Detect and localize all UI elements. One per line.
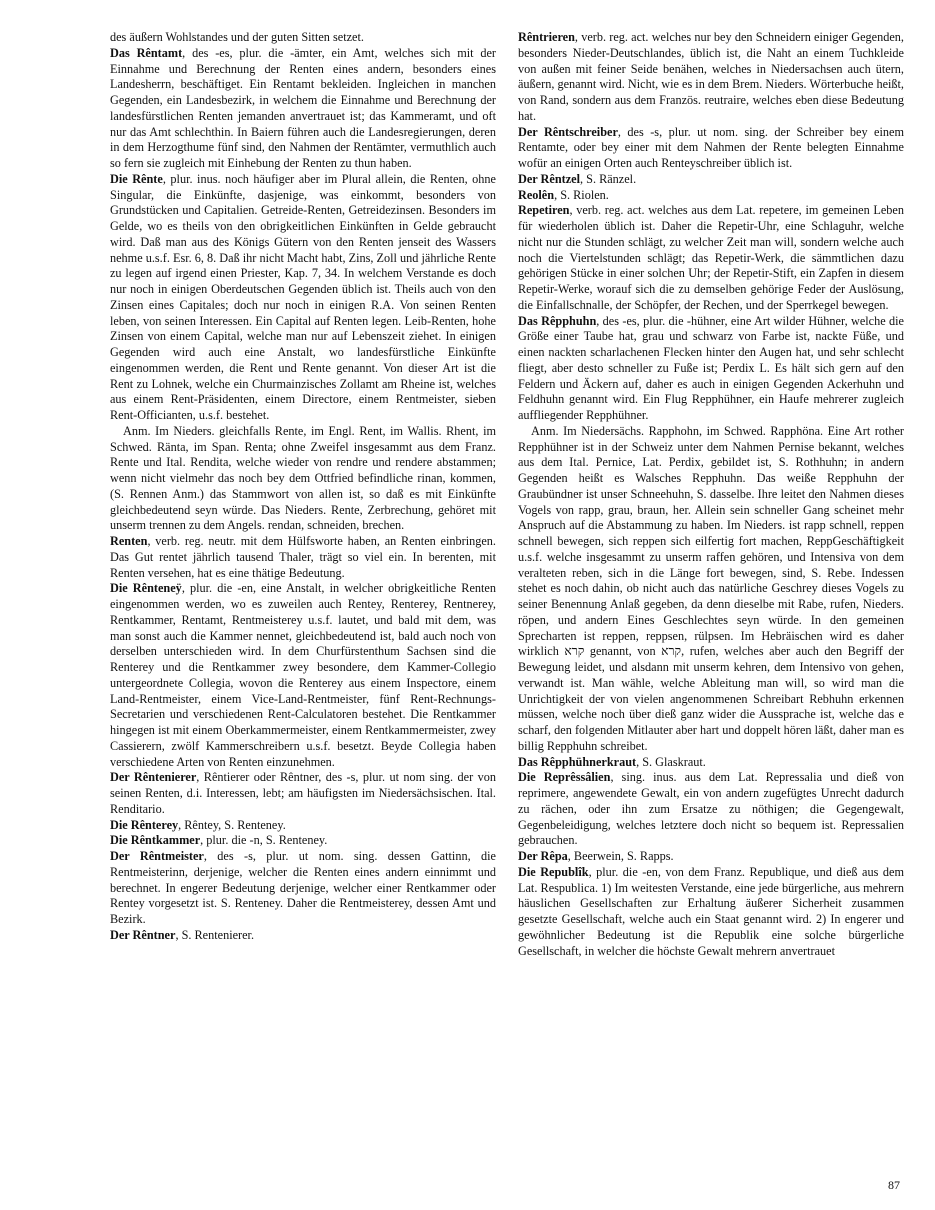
entry-text: Anm. Im Nieders. gleichfalls Rente, im Engl. Rent, im Wallis. Rhent, im Schwed. Ränta, im Span. Renta; ohne Zweifel insgesammt aus dem Franz. Rente und Ital. Rendita, welche wieder von rendre und rendere abstammen; wenn nicht vielmehr das noch bey dem Ottfried befindliche rinan, kommen, (S. Rennen Anm.) das Stammwort von allen ist, so daß es mit Einkünfte gleichbedeutend seyn würde. Das Nieders. Rente, Zerbrechung, gehöret mit unserm trennen zu dem Angels. rendan, schneiden, brechen.: [110, 423, 496, 533]
entry-text: , S. Glaskraut.: [636, 754, 706, 769]
headword: Der Rêntmeister: [110, 849, 204, 863]
dictionary-entry: [110, 172, 496, 424]
dictionary-entry: [110, 849, 496, 928]
dictionary-entry: [110, 534, 496, 581]
dictionary-entry: [110, 833, 496, 849]
dictionary-entry: [518, 203, 904, 313]
dictionary-entry: [110, 818, 496, 834]
entry-text: , des -es, plur. die -ämter, ein Amt, welches sich mit der Einnahme und Berechnung der Renten eines andern, besonders eines Landesherrn, beschäftiget. Ein Rentamt bekleiden. Ingleichen in manchen Gegenden, ein Landesbezirk, in welchem die Einnahme und Berechnung der landesfürstlichen Renten jemanden anvertrauet ist; das Kammeramt, und oft nur das Amt schlechthin. In Baiern führen auch die Landesregierungen, deren in dem Herzogthume fünf sind, den Nahmen der Rentämter, vermuthlich auch so fern sie zugleich mit Einhebung der Renten zu thun haben.: [110, 45, 497, 170]
headword: Reolên: [518, 187, 555, 202]
headword: Renten: [110, 534, 148, 548]
entry-text: , Rêntey, S. Renteney.: [178, 817, 286, 832]
entry-text: , sing. inus. aus dem Lat. Repressalia und dieß von reprimere, angewendete Gewalt, ein von andern zugefügtes Unrecht dadurch zu rächen, oder ihn zum Ersatze zu nöthigen; die Gegengewalt, Gegenbeleidigung, welches letztere doch nicht so bequem ist. Repressalien gebrauchen.: [518, 770, 905, 848]
page-number: 87: [888, 1178, 900, 1192]
headword: Die Reprêssâlien: [518, 770, 611, 785]
dictionary-entry: [518, 314, 904, 424]
entry-text: , plur. die -en, eine Anstalt, in welcher obrigkeitliche Renten eingenommen werden, wo es zuweilen auch Rentey, Renterey, Rentnerey, Rentkammer, Rentamt, Rentmeisterey u.s.f. lautet, und bald mit dem, was man sonst auch die Kammer nennet, gleichbedeutend ist, bald auch noch von derselben unterschieden wird. In dem Churfürstenthum Sachsen sind die Renterey und die Rentkammer zwey besondere, dem Kammer-Collegio untergeordnete Collegia, wovon die Renterey aus einem Inspectore, einem Land-Rentmeister, einem Vice-Land-Rentmeister, fünf Rent-Rechnungs-Secretarien und verschiedenen Rent-Calculatoren bestehet. Die Rentkammer hingegen ist mit einem Oberkammermeister, einem Rentkammermeister, zwey Cassierern, zwölf Kammerschreibern u.s.f. besetzt. Beyde Collegia haben verschiedene Arten von Renten einzunehmen.: [110, 581, 496, 769]
entry-text: , Rêntierer oder Rêntner, des -s, plur. ut nom sing. der von seinen Renten, d.i. Interessen, lebt; am häufigsten im Niedersächsischen. Ital. Renditario.: [110, 770, 496, 816]
entry-text: , des -es, plur. die -hühner, eine Art wilder Hühner, welche die Größe einer Taube hat, grau und schwarz von Farbe ist, nackte Füße, und einen nackten scharlachenen Flecken hinter den Augen hat, und sehr schlecht fliegt, aber desto schneller zu Fuße ist; Perdix L. Es hält sich gern auf den Feldern und Äckern auf, daher es auch in einigen Gegenden Ackerhuhn und Feldhuhn genannt wird. Ein Flug Repphühner, ein Haufe mehrerer zugleich auffliegender Repphühner.: [518, 313, 904, 422]
headword: Die Rênteneÿ: [110, 581, 182, 596]
right-column: [518, 30, 904, 959]
dictionary-entry: [518, 865, 904, 960]
headword: Der Rêntenierer: [110, 770, 197, 785]
entry-text: , des -s, plur. ut nom. sing. dessen Gattinn, die Rentmeisterinn, derjenige, welcher die Renten eines andern einnimmt und berechnet. In engerer Bedeutung derjenige, welcher einer Rentkammer oder Rentey vorgesetzt ist. S. Renteney. Daher die Rentmeisterey, dessen Amt und Bezirk.: [110, 849, 496, 926]
dictionary-entry: [518, 30, 904, 125]
entry-text: , Beerwein, S. Rapps.: [567, 849, 674, 863]
dictionary-entry: [518, 172, 904, 188]
headword: Das Rêpphühnerkraut: [518, 754, 637, 769]
dictionary-entry: [110, 928, 496, 944]
headword: Das Rêpphuhn: [518, 313, 597, 328]
dictionary-entry: [518, 770, 904, 849]
entry-text: , verb. reg. neutr. mit dem Hülfsworte haben, an Renten einbringen. Das Gut rentet jährlich tausend Thaler, trägt so viel ein. In berenten, mit Renten versehen, hat es eine thätige Bedeutung.: [110, 534, 496, 580]
headword: Der Rêpa: [518, 849, 568, 863]
headword: Rêntrieren: [518, 30, 575, 44]
entry-text: , verb. reg. act. welches nur bey den Schneidern einiger Gegenden, besonders Nieder-Deutschlandes, üblich ist, die Naht an einem Tuchkleide von außen mit feiner Seide benähen, welches in Niedersachsen auch ütern, äußern, genannt wird. Nicht, wie es in dem Brem. Nieders. Wörterbuche heißt, von Rand, sondern aus dem Französ. reutraire, welches eben diese Bedeutung hat.: [518, 30, 904, 123]
headword: Die Rêntkammer: [110, 833, 201, 848]
dictionary-entry: [518, 755, 904, 771]
headword: Die Rênte: [110, 171, 163, 186]
entry-text: , S. Riolen.: [554, 187, 609, 202]
dictionary-entry: [110, 46, 496, 172]
headword: Der Rêntner: [110, 927, 176, 942]
dictionary-entry: [518, 188, 904, 204]
dictionary-entry: [518, 849, 904, 865]
annotation-paragraph: [518, 424, 904, 755]
dictionary-entry: [110, 581, 496, 770]
entry-text: , S. Ränzel.: [580, 171, 637, 186]
headword: Der Rêntschreiber: [518, 124, 618, 139]
dictionary-entry: [518, 125, 904, 172]
headword: Die Rênterey: [110, 817, 179, 832]
annotation-paragraph: [110, 424, 496, 534]
entry-text: Anm. Im Niedersächs. Rapphohn, im Schwed. Rapphöna. Eine Art rother Repphühner ist in der Schweiz unter dem Nahmen Pernise bekannt, welches aus dem Ital. Pernice, Lat. Perdix, gebildet ist, S. Rothhuhn; in andern Gegenden heißt es Walsches Repphuhn. Das weiße Repphuhn der Graubündner ist unser Schneehuhn, S. dasselbe. Ihre leitet den Nahmen dieses Vogels von rapp, grau, braun, her. Allein sein schneller Gang scheinet mehr Anspruch auf die Abstammung zu haben. Im Nieders. ist rapp schnell, reppen schnell bewegen, sich reppen sich eilfertig fort machen, ReppGeschäftigkeit u.s.f. welche insgesammt zu unserm raffen gehören, und Intensiva von dem veralteten reben, sich in die Länge fort bewegen, sind, S. Rebe. Indessen stehet es noch dahin, ob nicht auch das natürliche Geschrey dieses Vogels zu seiner Benennung Anlaß gegeben, da denn dieselbe mit Rabe, rufen, Nieders. röpen, und andern Eines Geschlechtes seyn würde. In den gemeinen Sprecharten ist reppen, reppsen, rülpsen. Im Hebräischen wird es daher wirklich קרא genannt, von קרא, rufen, welches aber auch den Begriff der Bewegung leidet, und alsdann mit unserm kehren, dem Intensivo von gehen, verwandt ist. Man wähle, welche Ableitung man will, so wird man die Unrichtigkeit der von vielen angenommenen Schreibart Rebhuhn erkennen müssen, welche noch über dieß ganz wider die Aussprache ist, welche das e scharf, den folgenden Mitlauter aber hart und doppelt hören läßt, daher man es billig Repphuhn schreibet.: [518, 423, 905, 753]
entry-text: des äußern Wohlstandes und der guten Sitten setzet.: [110, 30, 364, 44]
left-column: [110, 30, 496, 944]
entry-text: , plur. die -n, S. Renteney.: [200, 833, 328, 848]
entry-text: , plur. inus. noch häufiger aber im Plural allein, die Renten, ohne Singular, die Einkünfte, dasjenige, was einkommt, besonders von Grundstücken und Capitalien. Getreide-Renten, Getreidezinsen. Besonders im Gelde, wo es theils von den obrigkeitlichen Einkünften in Gelde gebraucht wird. Daß man aus des Königs Gütern von den Renten jenseit des Wassers nehme u.s.f. Esr. 6, 8. Daß ihr nicht Macht habt, Zins, Zoll und jährliche Rente zu legen auf irgend einen Priester, Kap. 7, 34. In welchem Verstande es doch nur noch in einigen Oberdeutschen Gegenden üblich ist. Theils auch von den Zinsen eines Capitales; doch nur noch in einigen R.A. Von seinen Renten leben, von seinen Interessen. Ein Capital auf Renten legen. Leib-Renten, hohe Zinsen von einem Capital, welche man nur auf Lebenszeit ziehet. In einigen Gegenden wird auch eine Anstalt, wo landesfürstliche Einkünfte eingenommen werden, die Rent und Rente genannt. Von dieser Art ist die Rent zu Lohnek, welche ein Churmainzisches Zollamt am Rheine ist, welches aus einem Rent-Präsidenten, einem Directore, einem Rentmeister, sieben Rent-Officianten, u.s.f. bestehet.: [110, 171, 496, 422]
dictionary-entry: [110, 770, 496, 817]
headword: Der Rêntzel: [518, 171, 581, 186]
entry-text: , verb. reg. act. welches aus dem Lat. repetere, im gemeinen Leben für wiederholen üblich ist. Daher die Repetir-Uhr, eine Schlaguhr, welche nicht nur die Stunden schlägt, zu welcher Zeit man will, sondern welche auch noch die Viertelstunden schlägt; das Repetir-Werk, die sämmtlichen dazu gehörigen Stücke in einer solchen Uhr; der Repetir-Stift, ein Zapfen in diesem Repetir-Werke, worauf sich die zu demselben gehörige Feder der Auslösung, die Einfallschnalle, der Schöpfer, der Rechen, und der Sperrkegel bewegen.: [518, 203, 904, 312]
dictionary-entry: [110, 30, 496, 46]
entry-text: , S. Rentenierer.: [175, 927, 255, 942]
headword: Repetiren: [518, 203, 570, 218]
headword: Das Rêntamt: [110, 45, 183, 60]
entry-text: , plur. die -en, von dem Franz. Republique, und dieß aus dem Lat. Respublica. 1) Im weitesten Verstande, eine jede bürgerliche, aus mehrern häuslichen Gesellschaften zur Erhaltung äußerer Sicherheit zusammen gesetzte Gesellschaft, welche auch ein Staat genannt wird. 2) In engerer und gewöhnlicher Bedeutung ist die Republik eine solche bürgerliche Gesellschaft, in welcher die höchste Gewalt mehrern anvertrauet: [518, 864, 905, 958]
entry-text: , des -s, plur. ut nom. sing. der Schreiber bey einem Rentamte, oder bey einer mit dem Nahmen der Rente belegten Einnahme wofür an einigen Orten auch Renteyschreiber üblich ist.: [518, 124, 904, 170]
headword: Die Republîk: [518, 864, 589, 879]
